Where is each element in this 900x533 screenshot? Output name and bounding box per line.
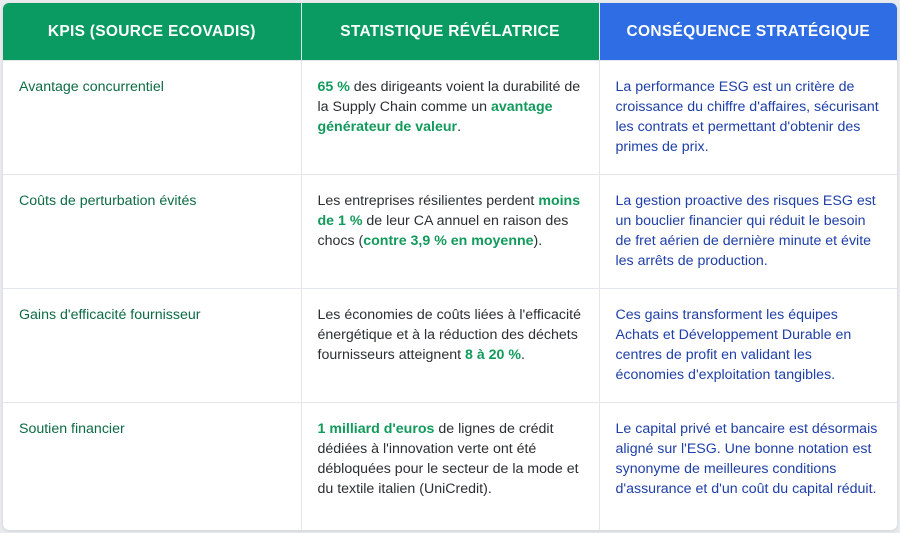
table-row [3,61,897,175]
stat-highlight: 1 milliard d'euros [317,421,435,437]
stat-highlight: moins de 1 % [317,193,581,229]
consequence-cell: La gestion proactive des risques ESG est un bouclier financier qui réduit le besoin de fret aérien de dernière minute et évite les arrêts de production. [599,175,897,289]
stat-highlight: contre 3,9 % en moyenne [363,233,534,249]
stat-cell [301,403,599,531]
kpi-table [3,3,897,530]
kpi-cell: Avantage concurrentiel [3,61,301,175]
stat-text: Les entreprises résilientes perdent [317,193,539,209]
stat-highlight: avantage générateur de valeur [317,99,553,135]
table-row [3,403,897,531]
stat-text: de leur CA annuel en raison des chocs ( [317,213,569,249]
header-stat: STATISTIQUE RÉVÉLATRICE [301,3,599,61]
table-header-row [3,3,897,61]
consequence-cell: Le capital privé et bancaire est désormais aligné sur l'ESG. Une bonne notation est synonyme de meilleures conditions d'assurance et d'un coût du capital réduit. [599,403,897,531]
table-row [3,175,897,289]
header-consequence: CONSÉQUENCE STRATÉGIQUE [599,3,897,61]
kpi-table-container [3,3,897,530]
stat-text: des dirigeants voient la durabilité de la Supply Chain comme un [317,79,581,115]
header-kpi: KPIS (SOURCE ECOVADIS) [3,3,301,61]
stat-cell [301,61,599,175]
stat-text: . [457,119,462,135]
stat-text: ). [533,233,543,249]
consequence-cell: Ces gains transforment les équipes Achats et Développement Durable en centres de profit en validant les économies d'exploitation tangibles. [599,289,897,403]
stat-text: . [521,347,525,363]
stat-cell [301,289,599,403]
kpi-cell: Gains d'efficacité fournisseur [3,289,301,403]
stat-text: Les économies de coûts liées à l'efficacité énergétique et à la réduction des déchets fournisseurs atteignent [317,307,581,363]
stat-cell [301,175,599,289]
stat-text: de lignes de crédit dédiées à l'innovation verte ont été débloquées pour le secteur de la mode et du textile italien (UniCredit). [317,421,579,497]
kpi-cell: Coûts de perturbation évités [3,175,301,289]
table-row [3,289,897,403]
stat-highlight: 8 à 20 % [464,347,521,363]
kpi-cell: Soutien financier [3,403,301,531]
stat-highlight: 65 % [317,79,350,95]
consequence-cell: La performance ESG est un critère de croissance du chiffre d'affaires, sécurisant les contrats et permettant d'obtenir des primes de prix. [599,61,897,175]
